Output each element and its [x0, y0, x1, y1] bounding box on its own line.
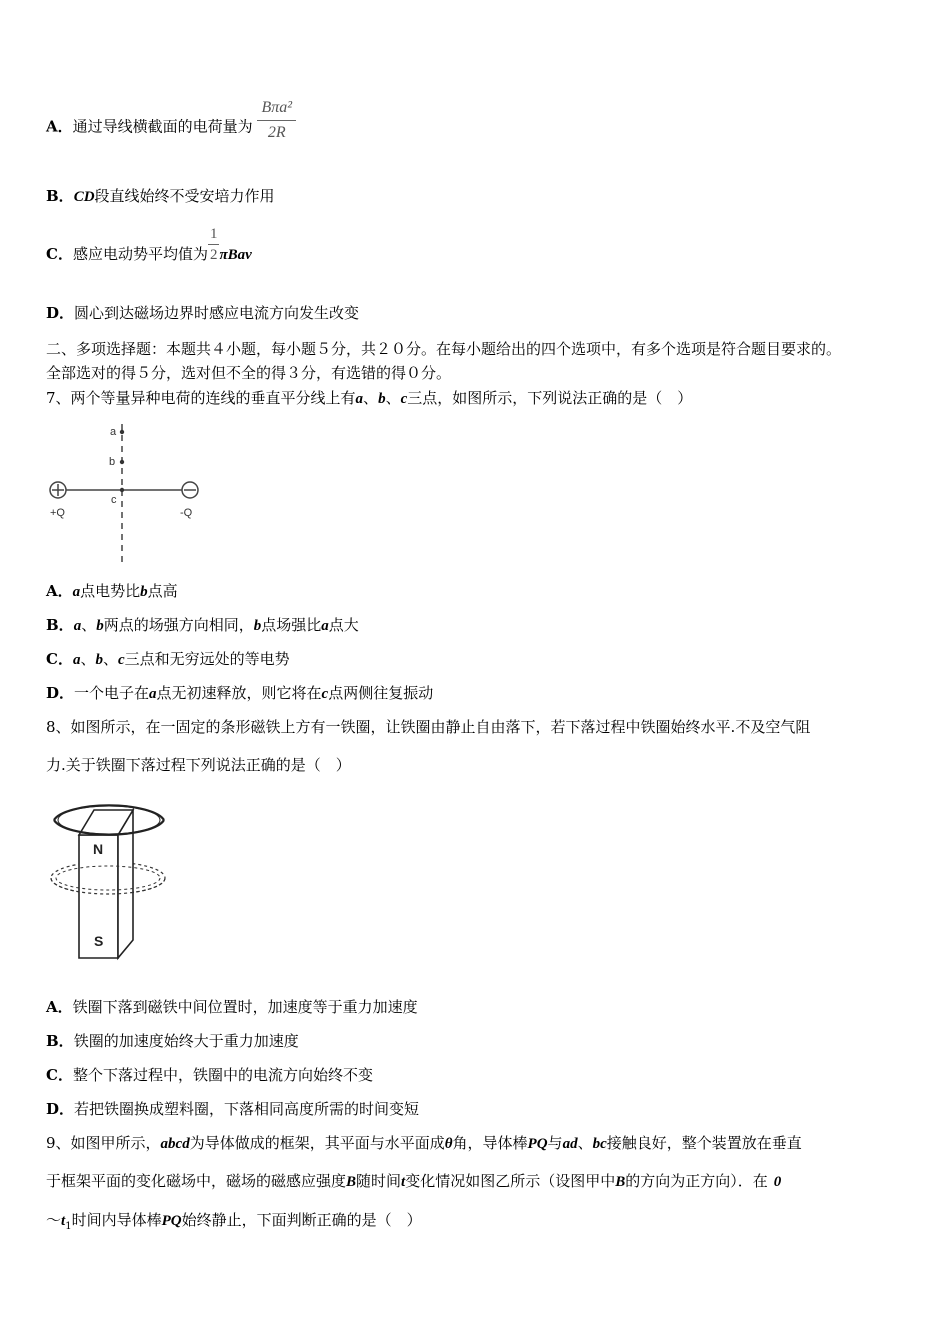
label-a: a: [110, 426, 117, 438]
option-letter: A．: [46, 582, 73, 600]
separator: 、: [102, 650, 118, 668]
south-pole-label: S: [94, 933, 104, 949]
var-a: a: [355, 391, 364, 407]
option-text: 段直线始终不受安培力作用: [94, 187, 275, 205]
var-a: a: [72, 584, 81, 600]
separator: 、: [363, 389, 379, 407]
fraction-denominator: 2: [209, 246, 218, 263]
section2-line1: 二、多项选择题：本题共４小题，每小题５分，共２０分。在每小题给出的四个选项中，有多个选项是符合题目要求的。: [46, 340, 842, 358]
var-b-field: B: [615, 1174, 626, 1190]
q8-option-d: [46, 1099, 419, 1119]
var-b-field: B: [346, 1174, 357, 1190]
var-a: a: [72, 652, 81, 668]
q6-option-a: [46, 99, 296, 143]
q7-charge-figure: [44, 418, 214, 568]
label-c: c: [111, 494, 117, 506]
fraction-numerator: Bπa²: [261, 99, 293, 116]
separator: 、: [81, 616, 97, 634]
option-letter: D．: [46, 1100, 75, 1118]
option-text: 点高: [147, 582, 178, 600]
var-theta: θ: [444, 1136, 453, 1152]
label-positive-q: +Q: [50, 507, 65, 519]
stem-text: 始终静止，下面判断正确的是（ ）: [181, 1211, 422, 1229]
label-b: b: [109, 456, 116, 468]
var-zero: 0: [773, 1174, 782, 1190]
q8-option-c: [46, 1065, 373, 1085]
var-abcd: abcd: [160, 1136, 190, 1152]
var-b: b: [378, 391, 386, 407]
option-text: 三点和无穷远处的等电势: [124, 650, 290, 668]
segment-cd: CD: [73, 189, 95, 205]
north-pole-label: N: [93, 841, 104, 857]
option-text: 铁圈的加速度始终大于重力加速度: [73, 1032, 299, 1050]
option-letter: C．: [46, 650, 73, 668]
q8-option-a: [46, 997, 418, 1017]
stem-text: ～: [46, 1211, 62, 1229]
stem-text: 三点，如图所示，下列说法正确的是（ ）: [407, 389, 693, 407]
stem-text: 为导体做成的框架，其平面与水平面成: [189, 1134, 445, 1152]
emf-expression: πBav: [219, 247, 252, 263]
option-letter: A．: [46, 998, 73, 1016]
var-a: a: [149, 686, 157, 702]
point-a: [120, 430, 124, 434]
option-text: 点两侧往复振动: [328, 684, 434, 702]
option-letter: D．: [46, 684, 75, 702]
option-text: 点大: [328, 616, 359, 634]
option-text: 感应电动势平均值为: [72, 245, 208, 263]
separator: 、: [80, 650, 96, 668]
stem-text: 于框架平面的变化磁场中，磁场的磁感应强度: [46, 1172, 347, 1190]
subscript-1: 1: [65, 1221, 72, 1232]
option-text: 点电势比: [80, 582, 141, 600]
var-ad: ad: [562, 1136, 578, 1152]
stem-text: 9、如图甲所示，: [46, 1134, 161, 1152]
option-text: 通过导线横截面的电荷量为: [72, 117, 253, 136]
stem-text: 变化情况如图乙所示（设图甲中: [405, 1172, 616, 1190]
option-text: 两点的场强方向相同，: [103, 616, 254, 634]
option-text: 圆心到达磁场边界时感应电流方向发生改变: [74, 304, 360, 322]
option-text: 一个电子在: [74, 684, 150, 702]
var-pq: PQ: [161, 1213, 182, 1229]
q8-stem-line1: 8、如图所示，在一固定的条形磁铁上方有一铁圈，让铁圈由静止自由落下，若下落过程中铁圈始终水平.不及空气阻: [46, 718, 811, 736]
q7-option-b: [46, 615, 359, 636]
q8-option-b: [46, 1031, 299, 1051]
var-b: b: [96, 618, 104, 634]
var-b: b: [253, 618, 262, 634]
var-a: a: [321, 618, 329, 634]
option-letter: B．: [46, 1032, 74, 1050]
var-pq: PQ: [527, 1136, 548, 1152]
q9-stem-line3: [46, 1210, 422, 1237]
option-letter: D．: [46, 304, 75, 322]
charge-fraction: [257, 98, 296, 143]
q9-stem-line1: [46, 1133, 802, 1154]
point-c: [120, 488, 124, 492]
option-letter: C．: [46, 1066, 73, 1084]
q8-magnet-ring-figure: [46, 790, 176, 965]
fraction-denominator: 2R: [267, 124, 286, 141]
var-c: c: [400, 391, 408, 407]
q6-option-b: [46, 186, 275, 207]
label-negative-q: -Q: [180, 507, 193, 519]
separator: 、: [385, 389, 401, 407]
var-a: a: [73, 618, 82, 634]
option-text: 若把铁圈换成塑料圈，下落相同高度所需的时间变短: [74, 1100, 420, 1118]
option-text: 整个下落过程中，铁圈中的电流方向始终不变: [72, 1066, 373, 1084]
stem-text: 7、两个等量异种电荷的连线的垂直平分线上有: [46, 389, 356, 407]
q7-stem: [46, 388, 692, 409]
stem-text: 、: [577, 1134, 593, 1152]
option-letter: C．: [46, 245, 73, 263]
q7-option-c: [46, 649, 290, 670]
var-t1: t: [61, 1213, 66, 1229]
stem-text: 接触良好，整个装置放在垂直: [606, 1134, 802, 1152]
q7-option-a: [46, 581, 178, 602]
var-t: t: [401, 1174, 406, 1190]
stem-text: 与: [547, 1134, 563, 1152]
q6-option-d: [46, 303, 359, 323]
section2-line2: 全部选对的得５分，选对但不全的得３分，有选错的得０分。: [46, 364, 452, 382]
var-b: b: [95, 652, 103, 668]
var-b: b: [140, 584, 148, 600]
q8-stem-line2: 力.关于铁圈下落过程下列说法正确的是（ ）: [46, 756, 351, 774]
option-text: 铁圈下落到磁铁中间位置时，加速度等于重力加速度: [72, 998, 418, 1016]
fraction-numerator: 1: [209, 225, 218, 242]
var-c: c: [117, 652, 125, 668]
half-fraction: [208, 224, 220, 265]
point-b: [120, 460, 124, 464]
q7-option-d: [46, 683, 433, 704]
option-text: 点场强比: [261, 616, 322, 634]
var-c: c: [321, 686, 329, 702]
option-letter: A．: [46, 117, 73, 136]
option-text: 点无初速释放，则它将在: [156, 684, 322, 702]
stem-text: 角，导体棒: [452, 1134, 528, 1152]
option-letter: B．: [46, 616, 74, 634]
var-bc: bc: [592, 1136, 607, 1152]
stem-text: 的方向为正方向）．在: [625, 1172, 768, 1190]
stem-text: 时间内导体棒: [71, 1211, 162, 1229]
q9-stem-line2: [46, 1171, 781, 1192]
option-letter: B．: [46, 187, 74, 205]
stem-text: 随时间: [356, 1172, 402, 1190]
q6-option-c: [46, 225, 252, 265]
